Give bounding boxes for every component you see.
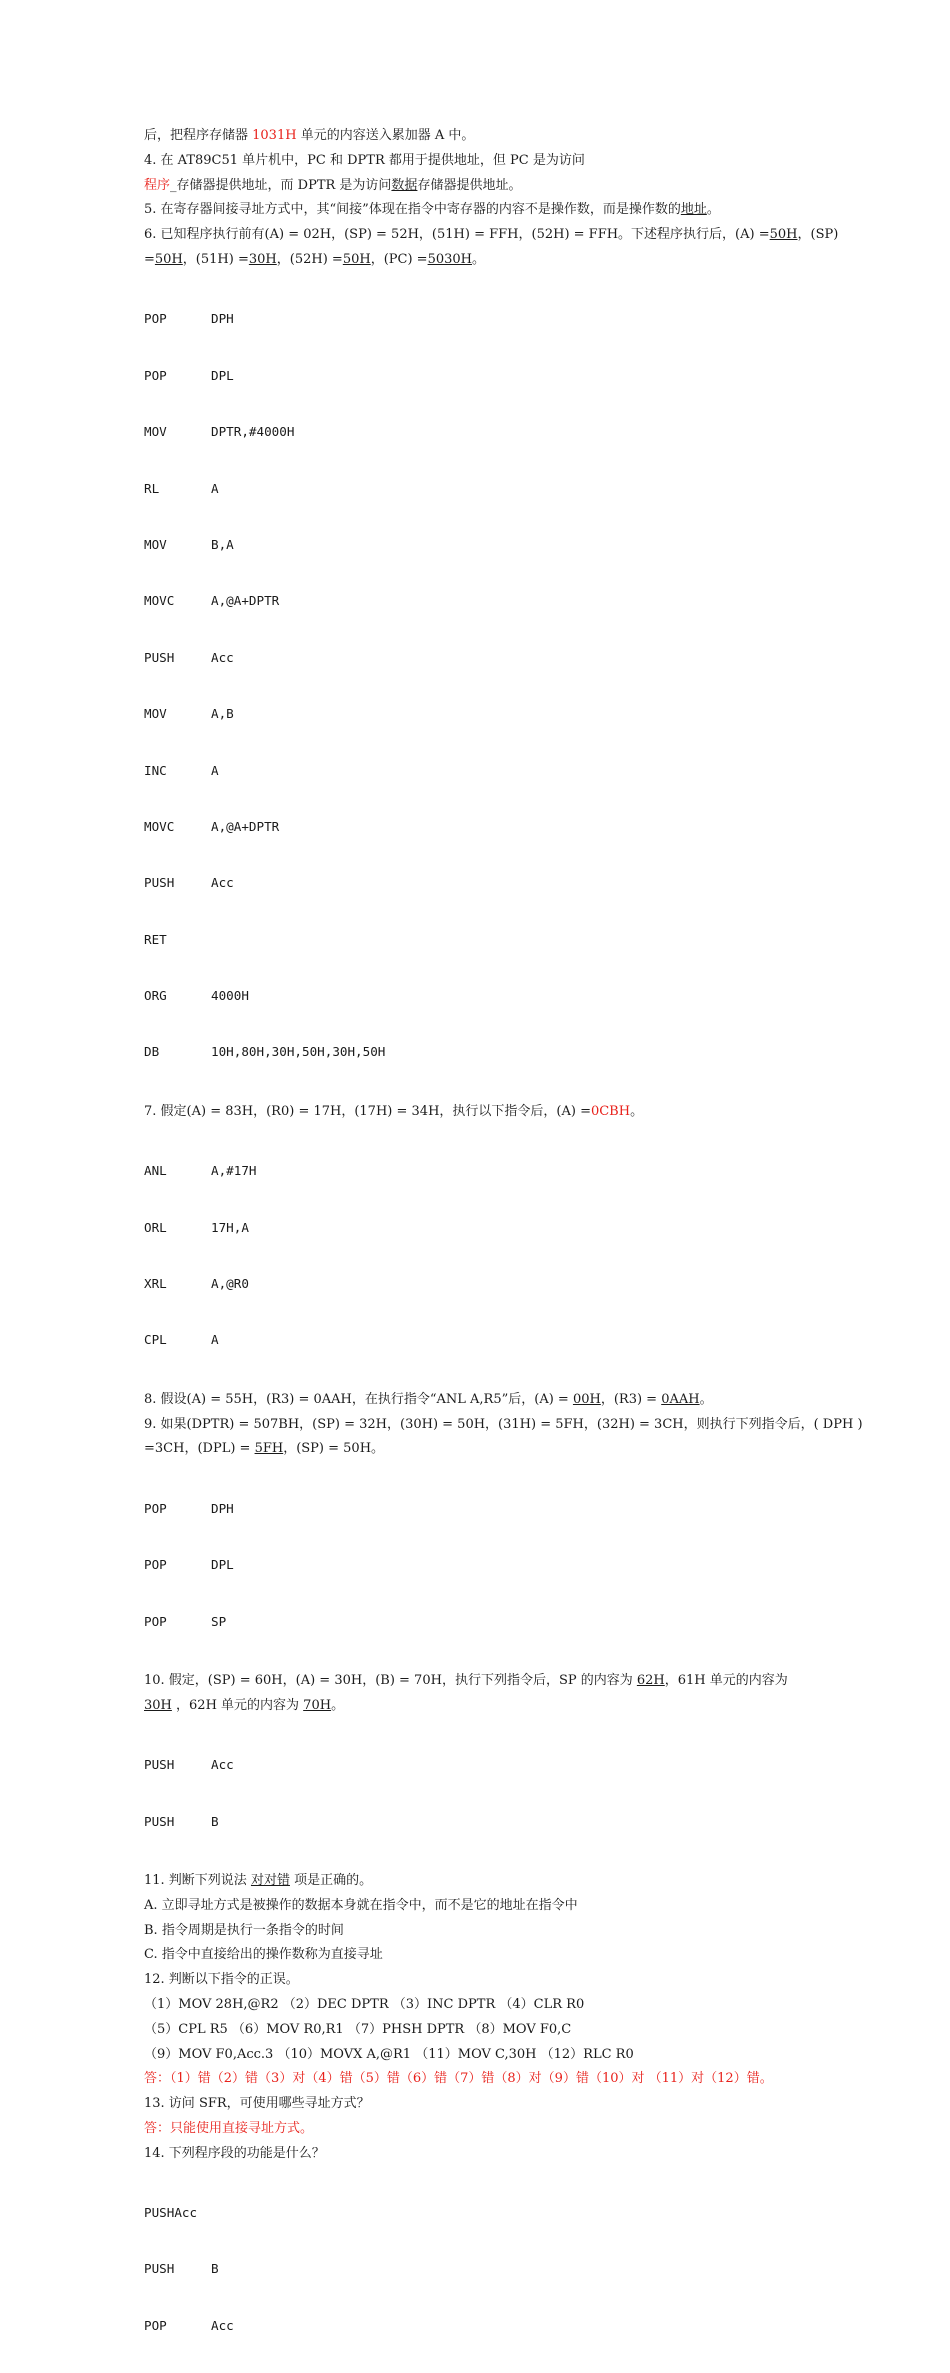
q6-code-block [144,273,814,1100]
answer-a: 50H [769,227,798,243]
code-line: MOVC A,@A+DPTR [144,818,280,834]
q9-code-block [144,1462,814,1669]
code-line: PUSH Acc [144,1757,234,1773]
code-line: RL A [144,480,219,496]
q11-title: 11. 判断下列说法 对对错 项是正确的。 [144,1872,373,1888]
q4-line2: 程序_存储器提供地址，而 DPTR 是为访问数据存储器提供地址。 [144,177,522,193]
code-line: PUSH B [144,2261,219,2277]
q11-item-c: C. 指令中直接给出的操作数称为直接寻址 [144,1947,383,1963]
code-line: POP Acc [144,2317,234,2333]
code-line: POP DPL [144,367,234,383]
code-line: PUSHAcc [144,2205,198,2221]
code-line: PUSH B [144,1813,219,1829]
q10-line2: 30H ，62H 单元的内容为 70H。 [144,1697,345,1713]
q12-line: （1）MOV 28H,@R2 （2）DEC DPTR （3）INC DPTR （4）CLR R0 [144,1996,585,2012]
code-line: MOVC A,@A+DPTR [144,593,280,609]
code-line: POP DPH [144,1500,234,1516]
q14-title: 14. 下列程序段的功能是什么？ [144,2145,325,2161]
answer-q11: 对对错 [250,1872,290,1888]
answer-dpl: 5FH [254,1441,284,1457]
q4-line1: 4. 在 AT89C51 单片机中，PC 和 DPTR 都用于提供地址，但 PC 是为访问 [144,152,585,168]
q14-code-block [144,2166,814,2373]
code-line: MOV B,A [144,536,234,552]
answer-61h: 30H [144,1697,172,1713]
q11-item-a: A. 立即寻址方式是被操作的数据本身就在指令中，而不是它的地址在指令中 [144,1897,578,1913]
answer-data: 数据 [391,177,418,193]
answer-address: 地址 [680,202,707,218]
code-line: ORG 4000H [144,988,249,1004]
q12-line: （5）CPL R5 （6）MOV R0,R1 （7）PHSH DPTR （8）MOV F0,C [144,2021,572,2037]
answer-a-00h: 00H [572,1391,601,1407]
code-line: PUSH Acc [144,875,234,891]
answer-62h: 70H [303,1697,332,1713]
code-line: MOV DPTR,#4000H [144,424,295,440]
code-line: XRL A,@R0 [144,1276,249,1292]
q3-tail: 后，把程序存储器 1031H 单元的内容送入累加器 A 中。 [144,128,475,143]
code-line: POP DPH [144,311,234,327]
q6-line2: =50H，(51H) =30H，(52H) =50H，(PC) =5030H。 [144,251,486,267]
q9-line2: =3CH，(DPL) = 5FH，(SP) = 50H。 [144,1441,385,1457]
q9-line1: 9. 如果(DPTR) = 507BH，(SP) = 32H，(30H) = 50H，(31H) = 5FH，(32H) = 3CH，则执行下列指令后，( DPH ) [144,1416,863,1432]
answer-sp-62h: 62H [636,1672,665,1688]
code-line: MOV A,B [144,706,234,722]
code-line: POP DPL [144,1557,234,1573]
q10-line1: 10. 假定，(SP) = 60H，(A) = 30H，(B) = 70H，执行下列指令后，SP 的内容为 62H，61H 单元的内容为 [144,1672,788,1688]
q13-title: 13. 访问 SFR，可使用哪些寻址方式？ [144,2096,370,2112]
code-line: RET [144,931,167,947]
answer-1031h: 1031H [252,128,297,143]
q5: 5. 在寄存器间接寻址方式中，其“间接”体现在指令中寄存器的内容不是操作数，而是操作数的地址。 [144,202,720,218]
answer-program: 程序 [144,177,171,193]
code-line: ANL A,#17H [144,1163,257,1179]
q12-answer: 答：（1）错（2）错（3）对（4）错（5）错（6）错（7）错（8）对（9）错（10）对 （11）对（12）错。 [144,2071,773,2087]
q13-answer: 答：只能使用直接寻址方式。 [144,2120,314,2136]
q7-code-block [144,1125,814,1388]
code-line: DB 10H,80H,30H,50H,30H,50H [144,1044,386,1060]
answer-52h: 50H [342,251,371,267]
q6-line1: 6. 已知程序执行前有(A) = 02H，(SP) = 52H，(51H) = FFH，(52H) = FFH。下述程序执行后，(A) =50H，(SP) [144,227,839,243]
q8: 8. 假设(A) = 55H，(R3) = 0AAH，在执行指令“ANL A,R5”后，(A) = 00H，(R3) = 0AAH。 [144,1391,713,1407]
answer-sp: 50H [154,251,183,267]
answer-51h: 30H [248,251,277,267]
q7: 7. 假定(A) = 83H，(R0) = 17H，(17H) = 34H，执行以下指令后，(A) =0CBH。 [144,1103,644,1119]
answer-pc: 5030H [427,251,472,267]
code-line: POP SP [144,1613,227,1629]
code-line: ORL 17H,A [144,1219,249,1235]
q12-title: 12. 判断以下指令的正误。 [144,1972,299,1988]
q10-code-block [144,1719,814,1869]
code-line: CPL A [144,1332,219,1348]
q11-item-b: B. 指令周期是执行一条指令的时间 [144,1922,344,1938]
code-line: PUSH Acc [144,649,234,665]
answer-0cbh: 0CBH [590,1103,631,1119]
answer-r3: 0AAH [661,1391,700,1407]
code-line: INC A [144,762,219,778]
document-page [144,124,863,2373]
q12-line: （9）MOV F0,Acc.3 （10）MOVX A,@R1 （11）MOV C,30H （12）RLC R0 [144,2046,634,2062]
